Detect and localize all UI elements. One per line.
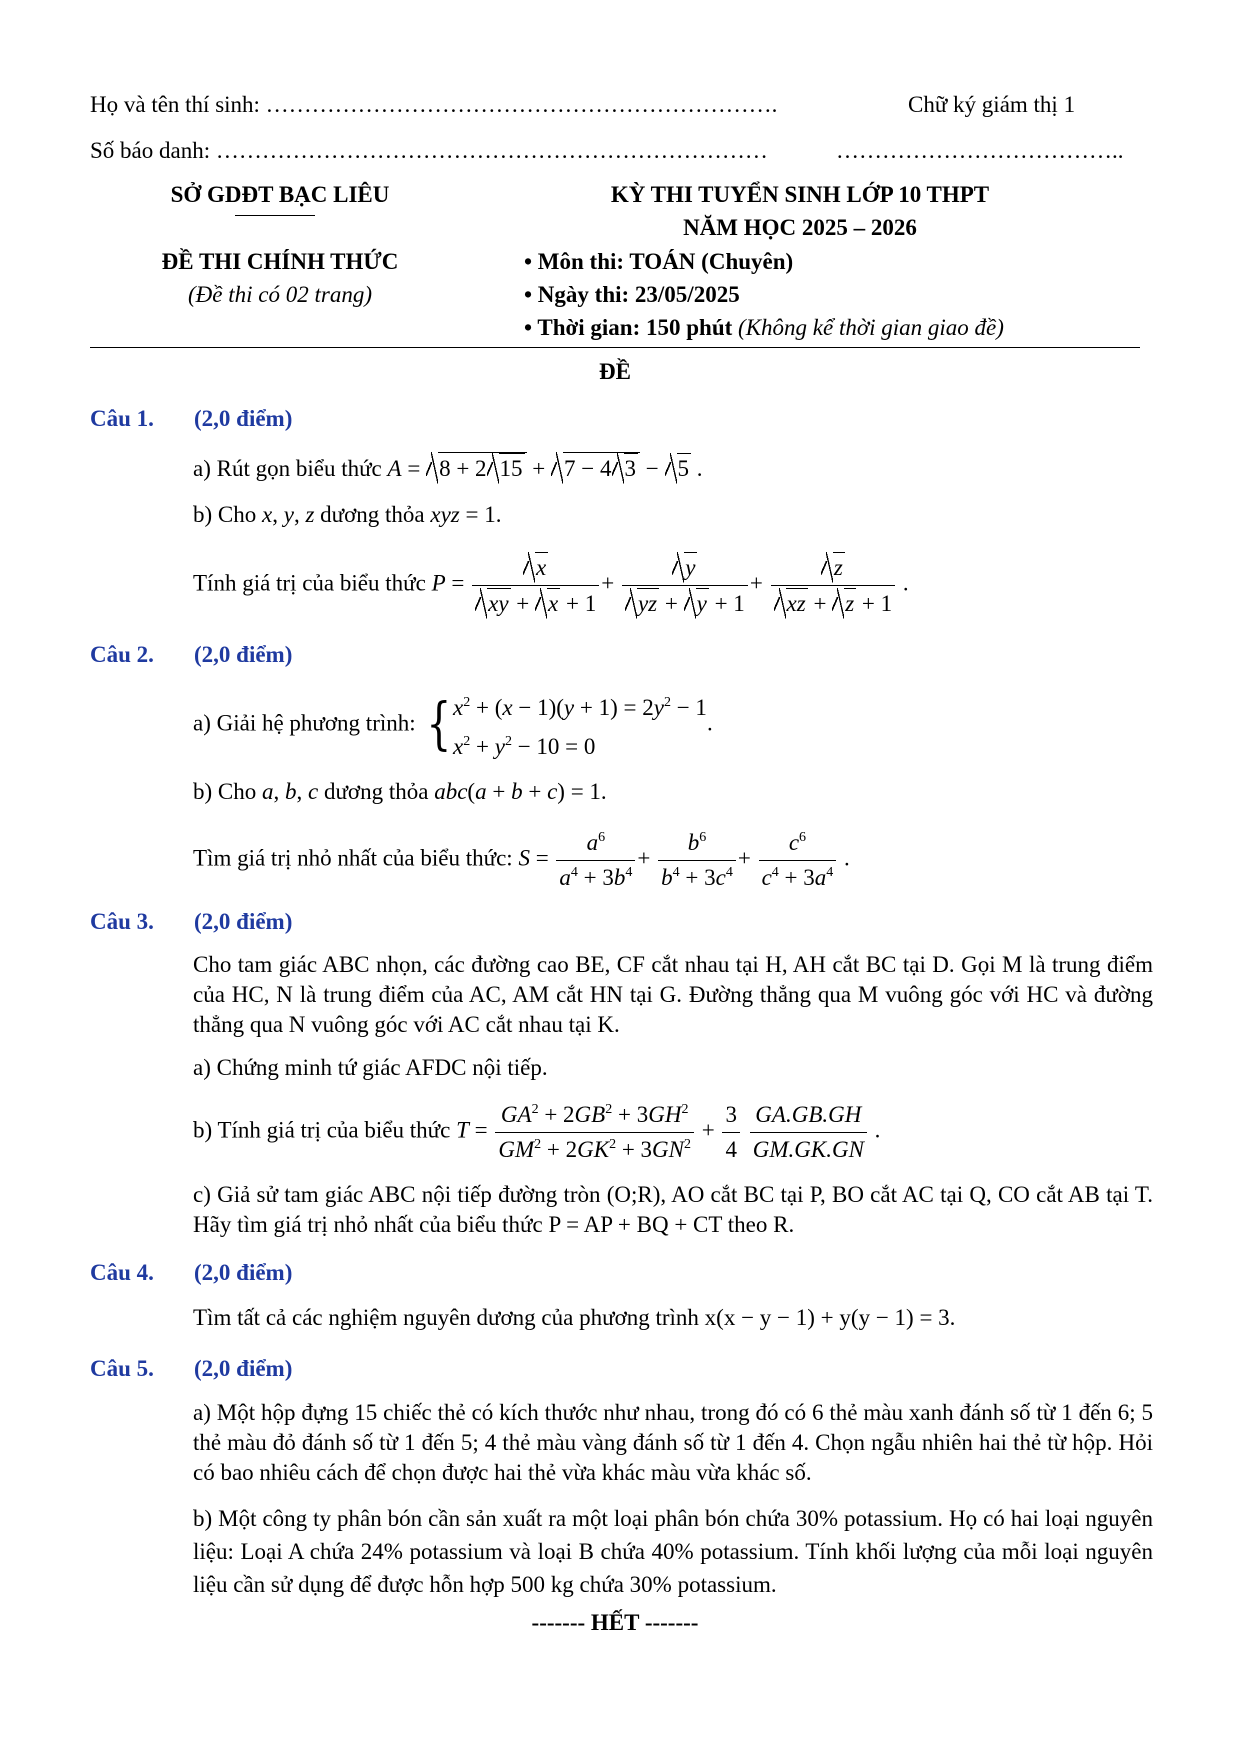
end-marker: ------- HẾT ------- (531, 1610, 699, 1635)
question-2a: a) Giải hệ phương trình: { $x^2 + (x - 1)(y + 1) = 2y^2 - 1$ $x^2 + y^2 - 10 = 0$ . (193, 692, 713, 759)
question-3a: a) Chứng minh tứ giác AFDC nội tiếp. (193, 1055, 548, 1080)
exam-title: KỲ THI TUYỂN SINH LỚP 10 THPT (610, 182, 990, 207)
question-3-title (90, 907, 292, 937)
page-count: (Đề thi có 02 trang) (188, 282, 372, 307)
question-5b: b) Một công ty phân bón cần sản xuất ra một loại phân bón chứa 30% potassium. Họ có hai loại nguyên liệu: Loại A chứa 24% potassium và loại B chứa 40% potassium. Tính khối lượng của mỗi loại nguyên liệu cần sử dụng để được hỗn hợp 500 kg chứa 30% potassium. (193, 1506, 1153, 1597)
question-3-intro: Cho tam giác ABC nhọn, các đường cao BE, CF cắt nhau tại H, AH cắt BC tại D. Gọi M là trung điểm của HC, N là trung điểm của AC, AM cắt HN tại G. Đường thẳng qua M vuông góc với HC và đường thẳng qua N vuông góc với AC cắt nhau tại K. (193, 952, 1153, 1037)
candidate-number-line: Số báo danh: ……………………………………………………………… (90, 138, 768, 163)
question-1b-text: b) Cho (193, 502, 257, 527)
question-2b-expression: Tìm giá trị nhỏ nhất của biểu thức: S = $\frac{a^6}{a^4 + 3b^4}$ + $\frac{b^6}{b^4 + 3c^4}$ + $\frac{c^6}{c^4 + 3a^4}$ . (193, 830, 850, 890)
question-5-title (90, 1354, 292, 1384)
question-2-number: Câu 2. (90, 642, 154, 667)
question-2b-text3: Tìm giá trị nhỏ nhất của biểu thức: (193, 845, 513, 871)
question-1-title (90, 404, 292, 434)
question-1-number: Câu 1. (90, 406, 154, 431)
question-3-number: Câu 3. (90, 909, 154, 934)
question-3b-text: b) Tính giá trị của biểu thức (193, 1117, 451, 1143)
question-2b-text2: dương thỏa (323, 779, 429, 804)
question-3c: c) Giả sử tam giác ABC nội tiếp đường tròn (O;R), AO cắt BC tại P, BO cắt AC tại Q, CO cắt AB tại T. Hãy tìm giá trị nhỏ nhất của biểu thức P = AP + BQ + CT theo R. (193, 1182, 1153, 1237)
official-exam-label: ĐỀ THI CHÍNH THỨC (161, 249, 399, 274)
question-1b-text2: dương thỏa (320, 502, 425, 527)
question-4-text: Tìm tất cả các nghiệm nguyên dương của phương trình x(x − y − 1) + y(y − 1) = 3. (193, 1305, 956, 1330)
question-4-title (90, 1258, 292, 1288)
question-3-points: (2,0 điểm) (194, 909, 293, 934)
question-4-number: Câu 4. (90, 1260, 154, 1285)
question-4-points: (2,0 điểm) (194, 1260, 293, 1285)
question-5a: a) Một hộp đựng 15 chiếc thẻ có kích thước như nhau, trong đó có 6 thẻ màu xanh đánh số từ 1 đến 6; 5 thẻ màu đỏ đánh số từ 1 đến 5; 4 thẻ màu vàng đánh số từ 1 đến 4. Chọn ngẫu nhiên hai thẻ từ hộp. Hỏi có bao nhiêu cách để chọn được hai thẻ vừa khác màu vừa khác số. (193, 1400, 1153, 1485)
question-5-number: Câu 5. (90, 1356, 154, 1381)
dept-underline (235, 215, 315, 216)
question-1b-text3: Tính giá trị của biểu thức (193, 570, 426, 596)
duration-value: • Thời gian: 150 phút (524, 315, 733, 340)
signature-dots: ……………………………….. (836, 138, 1124, 163)
question-1b: b) Cho x, y, z dương thỏa xyz = 1. (193, 502, 502, 527)
question-2-points: (2,0 điểm) (194, 642, 293, 667)
question-5-points: (2,0 điểm) (194, 1356, 293, 1381)
candidate-name-line: Họ và tên thí sinh: …………………………………………………………. (90, 92, 778, 117)
exam-duration (524, 313, 1004, 343)
question-1-points: (2,0 điểm) (194, 406, 293, 431)
section-title: ĐỀ (599, 359, 631, 384)
question-1a: a) Rút gọn biểu thức A = 8 + 2 15 + 7 − 4 3 − 5 . (193, 452, 703, 484)
duration-note: (Không kể thời gian giao đề) (738, 315, 1004, 340)
proctor-signature-label: Chữ ký giám thị 1 (908, 92, 1076, 117)
exam-date: • Ngày thi: 23/05/2025 (524, 282, 740, 307)
exam-subject: • Môn thi: TOÁN (Chuyên) (524, 249, 794, 274)
question-2b-text: b) Cho (193, 779, 257, 804)
question-3b: b) Tính giá trị của biểu thức T = $\frac{GA^2 + 2GB^2 + 3GH^2}{GM^2 + 2GK^2 + 3GN^2}$ + $\frac{3}{4}$ $\frac{GA.GB.GH}{GM.GK.GN}$ . (193, 1102, 881, 1162)
header-divider (90, 347, 1140, 348)
department-name: SỞ GDĐT BẠC LIÊU (170, 182, 390, 207)
question-2b: b) Cho a, b, c dương thỏa abc(a + b + c) = 1. (193, 779, 607, 804)
question-1b-expression: Tính giá trị của biểu thức P = $\frac{x}{xy + x + 1}$ + $\frac{y}{yz + y + 1}$ + $\frac{z}{xz + z + 1}$ . (193, 552, 909, 619)
question-1a-text: a) Rút gọn biểu thức (193, 456, 382, 481)
school-year: NĂM HỌC 2025 – 2026 (683, 215, 917, 240)
question-2-title (90, 640, 292, 670)
question-2a-text: a) Giải hệ phương trình: (193, 710, 416, 736)
